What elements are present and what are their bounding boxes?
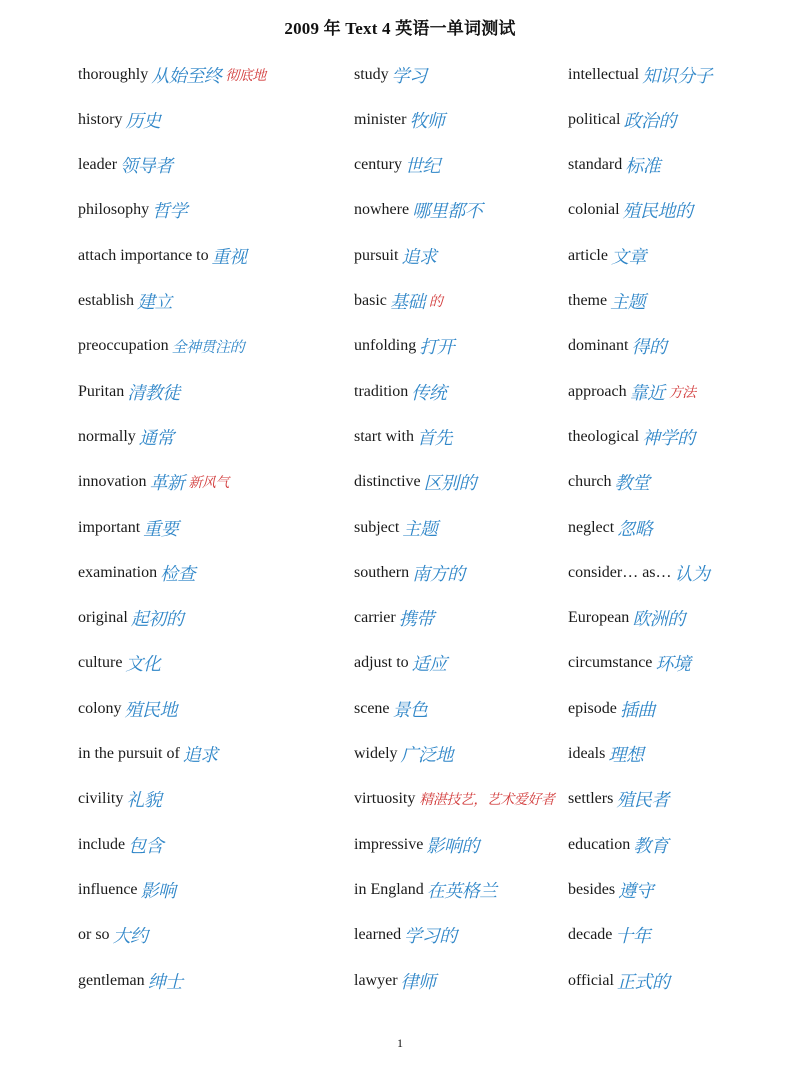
english-word: virtuosity xyxy=(354,790,416,808)
chinese-translation: 认为 xyxy=(674,563,710,585)
vocab-entry xyxy=(354,958,436,1003)
english-word: in England xyxy=(354,880,424,898)
vocab-entry xyxy=(568,52,712,97)
vocab-entry xyxy=(354,324,454,369)
english-word: adjust to xyxy=(354,654,409,672)
chinese-translation: 教育 xyxy=(633,835,669,857)
vocab-entry xyxy=(568,596,685,641)
vocab-entry xyxy=(568,143,660,188)
vocab-entry xyxy=(78,732,218,777)
chinese-translation: 携带 xyxy=(398,609,434,631)
vocab-entry xyxy=(354,641,447,686)
extra-note: 新风气 xyxy=(188,475,229,492)
english-word: article xyxy=(568,246,608,264)
chinese-translation: 清教徒 xyxy=(127,382,180,404)
english-word: impressive xyxy=(354,835,424,853)
vocab-row xyxy=(0,143,800,188)
vocab-entry xyxy=(568,188,693,233)
chinese-translation: 律师 xyxy=(400,971,436,993)
vocab-entry xyxy=(354,550,465,595)
chinese-translation: 主题 xyxy=(402,518,438,540)
chinese-translation: 殖民地的 xyxy=(622,201,693,223)
vocab-entry xyxy=(78,369,180,414)
english-word: leader xyxy=(78,156,118,174)
page-number: 1 xyxy=(397,1036,403,1050)
chinese-translation: 在英格兰 xyxy=(426,880,497,902)
chinese-translation: 欧洲的 xyxy=(632,609,685,631)
vocab-entry xyxy=(354,188,482,233)
vocab-entry xyxy=(354,777,554,822)
english-word: thoroughly xyxy=(78,65,149,83)
chinese-translation: 忽略 xyxy=(617,518,653,540)
english-word: standard xyxy=(568,156,623,174)
vocab-entry xyxy=(78,958,183,1003)
chinese-translation: 主题 xyxy=(610,292,646,313)
vocab-entry xyxy=(568,822,668,867)
chinese-translation: 世纪 xyxy=(404,156,440,178)
english-word: philosophy xyxy=(78,201,150,219)
english-word: ideals xyxy=(568,745,606,762)
extra-note: 方法 xyxy=(668,384,696,401)
chinese-translation: 起初的 xyxy=(130,609,184,631)
vocab-entry xyxy=(568,324,666,369)
vocab-entry xyxy=(568,460,650,505)
chinese-translation: 基础 xyxy=(389,292,425,313)
chinese-translation: 知识分子 xyxy=(642,65,713,87)
chinese-translation: 历史 xyxy=(125,110,161,132)
vocab-entry xyxy=(78,867,176,912)
chinese-translation: 首先 xyxy=(417,427,452,449)
english-word: or so xyxy=(78,926,110,944)
chinese-translation: 牧师 xyxy=(409,110,445,132)
vocab-entry xyxy=(354,143,440,188)
vocab-entry xyxy=(354,233,436,278)
english-word: basic xyxy=(354,292,387,309)
vocab-row xyxy=(0,958,800,1003)
english-word: attach importance to xyxy=(78,246,209,264)
vocab-entry xyxy=(568,777,669,822)
vocab-row xyxy=(0,505,800,550)
english-word: include xyxy=(78,835,126,853)
chinese-translation: 学习的 xyxy=(404,926,457,948)
vocab-entry xyxy=(78,822,163,867)
english-word: original xyxy=(78,609,128,627)
vocab-row xyxy=(0,233,800,278)
extra-note: 精湛技艺，艺术爱好者 xyxy=(419,792,555,809)
vocab-entry xyxy=(568,686,655,731)
vocab-row xyxy=(0,550,800,595)
chinese-translation: 影响 xyxy=(140,880,176,902)
vocab-entry xyxy=(78,550,195,595)
english-word: carrier xyxy=(354,609,396,627)
english-word: settlers xyxy=(568,790,614,808)
chinese-translation: 打开 xyxy=(419,337,455,359)
english-word: southern xyxy=(354,563,410,581)
vocab-entry xyxy=(78,279,172,324)
vocab-row xyxy=(0,777,800,822)
english-word: consider… as… xyxy=(568,563,672,581)
english-word: intellectual xyxy=(568,65,640,83)
english-word: political xyxy=(568,110,621,128)
vocab-entry xyxy=(78,97,160,142)
chinese-translation: 文化 xyxy=(125,654,161,676)
english-word: theme xyxy=(568,292,608,309)
english-word: education xyxy=(568,835,631,853)
vocab-entry xyxy=(78,324,244,369)
english-word: century xyxy=(354,156,402,174)
chinese-translation: 插曲 xyxy=(619,699,655,721)
chinese-translation: 重要 xyxy=(143,518,179,540)
vocab-entry xyxy=(354,279,442,324)
chinese-translation: 广泛地 xyxy=(400,745,454,766)
vocab-row xyxy=(0,732,800,777)
vocab-entry xyxy=(568,505,652,550)
english-word: scene xyxy=(354,699,390,717)
chinese-translation: 区别的 xyxy=(423,473,477,495)
vocab-entry xyxy=(568,641,690,686)
chinese-translation: 大约 xyxy=(112,926,148,948)
english-word: normally xyxy=(78,427,136,445)
vocab-entry xyxy=(354,414,452,459)
vocab-row xyxy=(0,460,800,505)
chinese-translation: 南方的 xyxy=(412,563,465,585)
vocab-entry xyxy=(354,596,434,641)
chinese-translation: 正式的 xyxy=(616,971,670,993)
vocab-entry xyxy=(354,913,457,958)
english-word: influence xyxy=(78,880,138,898)
chinese-translation: 从始至终 xyxy=(151,65,222,87)
english-word: theological xyxy=(568,427,640,445)
english-word: important xyxy=(78,518,141,536)
chinese-translation: 包含 xyxy=(128,835,164,857)
vocab-entry xyxy=(568,97,676,142)
vocab-row xyxy=(0,414,800,459)
english-word: learned xyxy=(354,926,402,944)
english-word: establish xyxy=(78,292,134,309)
chinese-translation: 礼貌 xyxy=(126,790,162,812)
vocab-row xyxy=(0,822,800,867)
extra-note: 的 xyxy=(428,294,443,310)
vocab-entry xyxy=(78,233,247,278)
vocab-entry xyxy=(568,550,710,595)
chinese-translation: 追求 xyxy=(182,745,218,766)
english-word: history xyxy=(78,110,123,128)
chinese-translation: 哲学 xyxy=(152,201,188,223)
english-word: tradition xyxy=(354,382,409,400)
chinese-translation: 重视 xyxy=(211,246,247,268)
vocab-entry xyxy=(78,913,148,958)
vocab-entry xyxy=(78,143,173,188)
english-word: circumstance xyxy=(568,654,653,672)
vocab-entry xyxy=(354,867,497,912)
english-word: examination xyxy=(78,563,158,581)
chinese-translation: 景色 xyxy=(392,699,428,721)
english-word: colonial xyxy=(568,201,620,219)
vocab-row xyxy=(0,867,800,912)
vocab-row xyxy=(0,369,800,414)
chinese-translation: 神学的 xyxy=(642,427,695,449)
chinese-translation: 遵守 xyxy=(618,880,654,902)
vocab-entry xyxy=(78,686,177,731)
vocab-entry xyxy=(354,369,446,414)
english-word: start with xyxy=(354,427,414,445)
english-word: innovation xyxy=(78,473,147,491)
vocab-entry xyxy=(568,414,695,459)
vocab-entry xyxy=(78,188,187,233)
vocab-entry xyxy=(354,822,479,867)
english-word: subject xyxy=(354,518,400,536)
vocab-row xyxy=(0,324,800,369)
chinese-translation: 政治的 xyxy=(623,110,676,132)
chinese-translation: 标准 xyxy=(625,156,661,178)
chinese-translation: 全神贯注的 xyxy=(171,337,245,356)
english-word: nowhere xyxy=(354,201,410,219)
vocab-entry xyxy=(568,958,669,1003)
english-word: official xyxy=(568,971,614,989)
english-word: neglect xyxy=(568,518,615,536)
vocab-row xyxy=(0,52,800,97)
english-word: lawyer xyxy=(354,971,398,989)
vocab-entry xyxy=(78,641,160,686)
english-word: gentleman xyxy=(78,971,145,989)
vocab-entry xyxy=(78,460,229,505)
vocab-entry xyxy=(568,732,643,777)
page-title: 2009 年 Text 4 英语一单词测试 xyxy=(284,19,516,38)
chinese-translation: 十年 xyxy=(615,926,651,948)
vocab-entry xyxy=(354,97,444,142)
chinese-translation: 靠近 xyxy=(629,382,665,404)
english-word: colony xyxy=(78,699,122,717)
vocab-entry xyxy=(78,414,174,459)
english-word: besides xyxy=(568,880,616,898)
chinese-translation: 追求 xyxy=(401,246,437,268)
vocab-entry xyxy=(568,233,646,278)
chinese-translation: 环境 xyxy=(655,654,691,676)
english-word: European xyxy=(568,609,630,627)
english-word: decade xyxy=(568,926,613,944)
english-word: civility xyxy=(78,790,124,808)
vocab-row xyxy=(0,641,800,686)
english-word: pursuit xyxy=(354,246,399,264)
chinese-translation: 殖民地 xyxy=(124,699,178,721)
chinese-translation: 影响的 xyxy=(426,835,479,857)
chinese-translation: 建立 xyxy=(137,292,172,313)
chinese-translation: 教堂 xyxy=(614,473,650,495)
english-word: preoccupation xyxy=(78,337,169,355)
english-word: in the pursuit of xyxy=(78,745,180,762)
chinese-translation: 检查 xyxy=(160,563,196,585)
vocab-entry xyxy=(568,867,653,912)
english-word: dominant xyxy=(568,337,629,355)
english-word: approach xyxy=(568,382,627,400)
chinese-translation: 革新 xyxy=(149,473,185,495)
english-word: minister xyxy=(354,110,407,128)
chinese-translation: 通常 xyxy=(138,427,174,449)
vocab-entry xyxy=(354,460,476,505)
english-word: unfolding xyxy=(354,337,417,355)
vocab-entry xyxy=(568,913,650,958)
vocab-entry xyxy=(78,505,178,550)
chinese-translation: 殖民者 xyxy=(616,790,669,812)
english-word: episode xyxy=(568,699,617,717)
chinese-translation: 领导者 xyxy=(120,156,173,178)
english-word: distinctive xyxy=(354,473,421,491)
english-word: widely xyxy=(354,745,398,762)
chinese-translation: 得的 xyxy=(631,337,667,359)
english-word: culture xyxy=(78,654,123,672)
chinese-translation: 适应 xyxy=(411,654,447,676)
vocab-row xyxy=(0,913,800,958)
vocab-row xyxy=(0,97,800,142)
chinese-translation: 理想 xyxy=(608,745,644,766)
vocab-row xyxy=(0,188,800,233)
english-word: Puritan xyxy=(78,382,125,400)
english-word: study xyxy=(354,65,389,83)
extra-note: 彻底地 xyxy=(225,67,266,84)
vocab-entry xyxy=(78,52,266,97)
vocab-entry xyxy=(354,52,427,97)
vocab-entry xyxy=(354,732,453,777)
vocab-entry xyxy=(78,596,183,641)
vocab-entry xyxy=(354,505,437,550)
chinese-translation: 绅士 xyxy=(147,971,183,993)
vocab-entry xyxy=(568,279,645,324)
chinese-translation: 哪里都不 xyxy=(412,201,483,223)
vocab-entry xyxy=(354,686,428,731)
chinese-translation: 传统 xyxy=(411,382,447,404)
vocab-row xyxy=(0,279,800,324)
vocab-row xyxy=(0,686,800,731)
vocab-entry xyxy=(568,369,696,414)
chinese-translation: 学习 xyxy=(391,65,427,87)
english-word: church xyxy=(568,473,612,491)
vocab-entry xyxy=(78,777,161,822)
vocab-row xyxy=(0,596,800,641)
chinese-translation: 文章 xyxy=(610,246,646,268)
